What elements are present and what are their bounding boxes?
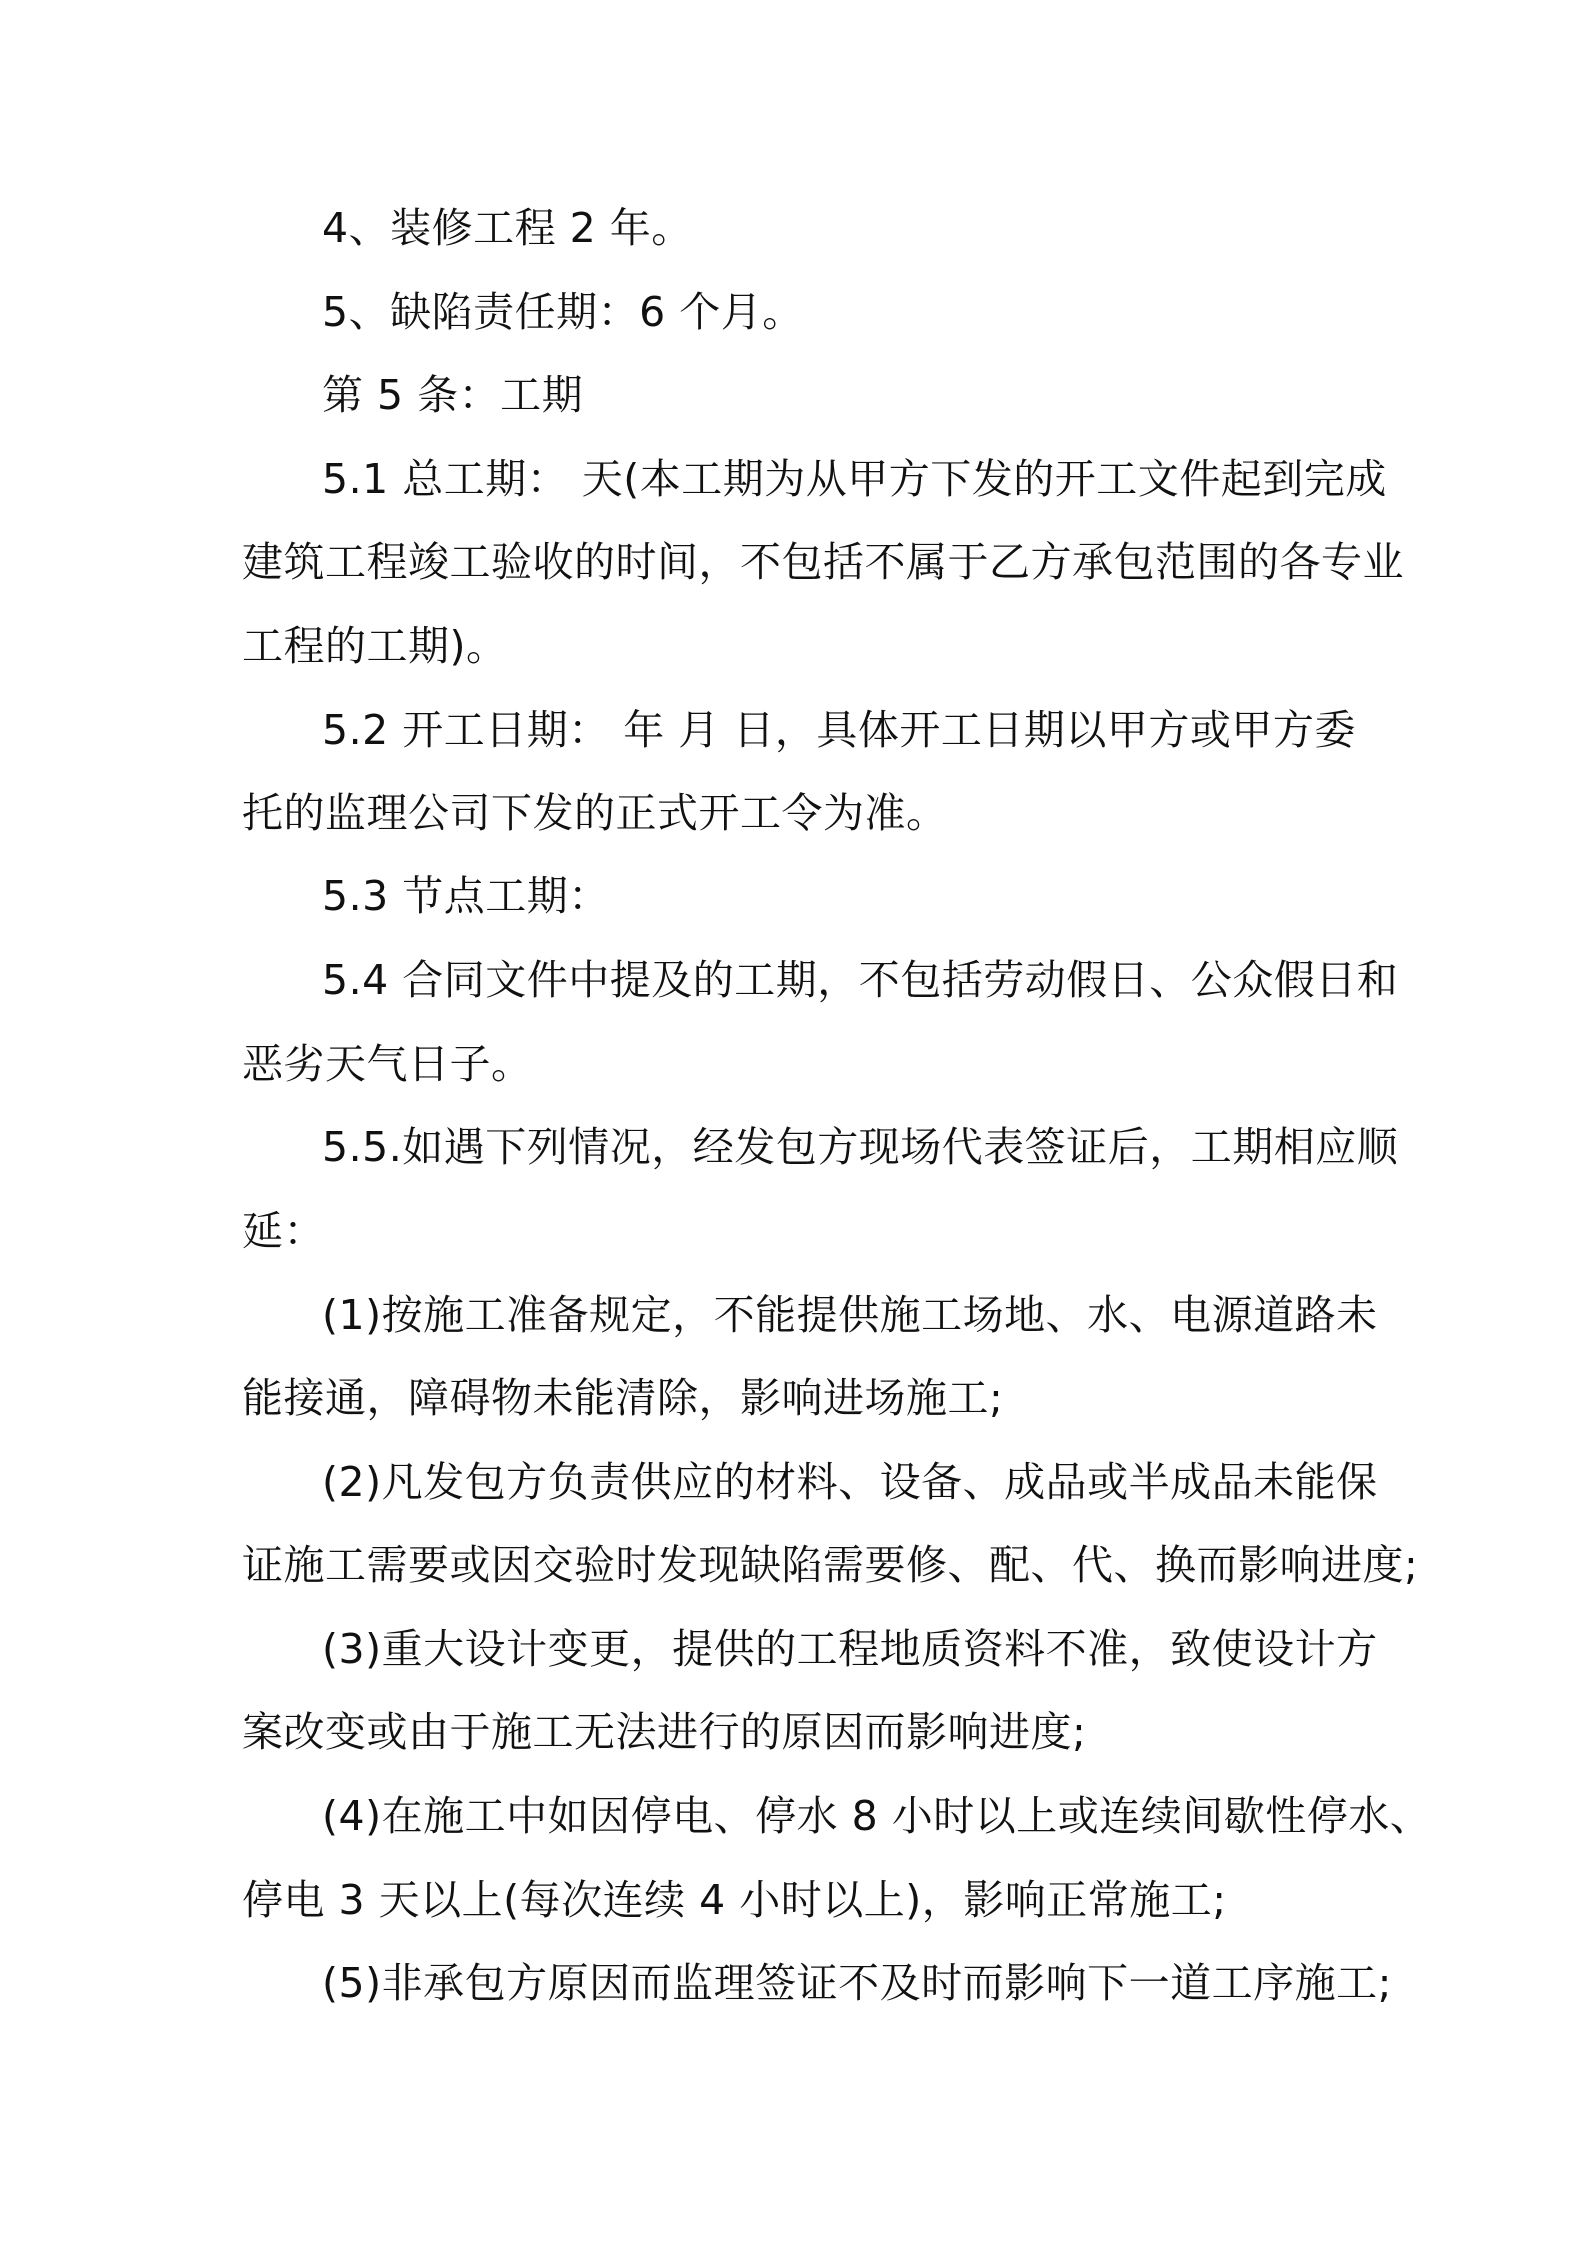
line-21: 停电 3 天以上(每次连续 4 小时以上)，影响正常施工; [242, 1876, 1227, 1924]
line-5: 建筑工程竣工验收的时间，不包括不属于乙方承包范围的各专业 [242, 538, 1404, 586]
line-20: (4)在施工中如因停电、停水 8 小时以上或连续间歇性停水、 [322, 1792, 1432, 1840]
line-2: 5、缺陷责任期：6 个月。 [322, 288, 804, 336]
line-9: 5.3 节点工期： [322, 872, 610, 920]
line-15: 能接通，障碍物未能清除，影响进场施工; [242, 1374, 1004, 1422]
section-heading: 第 5 条：工期 [322, 371, 584, 419]
line-8: 托的监理公司下发的正式开工令为准。 [242, 789, 948, 837]
line-16: (2)凡发包方负责供应的材料、设备、成品或半成品未能保 [322, 1458, 1378, 1506]
line-18: (3)重大设计变更，提供的工程地质资料不准，致使设计方 [322, 1625, 1378, 1673]
line-12: 5.5.如遇下列情况，经发包方现场代表签证后，工期相应顺 [322, 1123, 1399, 1171]
line-1: 4、装修工程 2 年。 [322, 204, 693, 252]
line-13: 延： [242, 1207, 325, 1255]
line-10: 5.4 合同文件中提及的工期，不包括劳动假日、公众假日和 [322, 956, 1399, 1004]
line-19: 案改变或由于施工无法进行的原因而影响进度; [242, 1708, 1087, 1756]
line-4: 5.1 总工期： 天(本工期为从甲方下发的开工文件起到完成 [322, 455, 1387, 503]
line-14: (1)按施工准备规定，不能提供施工场地、水、电源道路未 [322, 1291, 1378, 1339]
line-17: 证施工需要或因交验时发现缺陷需要修、配、代、换而影响进度; [242, 1541, 1419, 1589]
line-7: 5.2 开工日期： 年 月 日，具体开工日期以甲方或甲方委 [322, 706, 1356, 754]
line-6: 工程的工期)。 [242, 622, 508, 670]
line-22: (5)非承包方原因而监理签证不及时而影响下一道工序施工; [322, 1959, 1392, 2007]
line-11: 恶劣天气日子。 [242, 1040, 533, 1088]
